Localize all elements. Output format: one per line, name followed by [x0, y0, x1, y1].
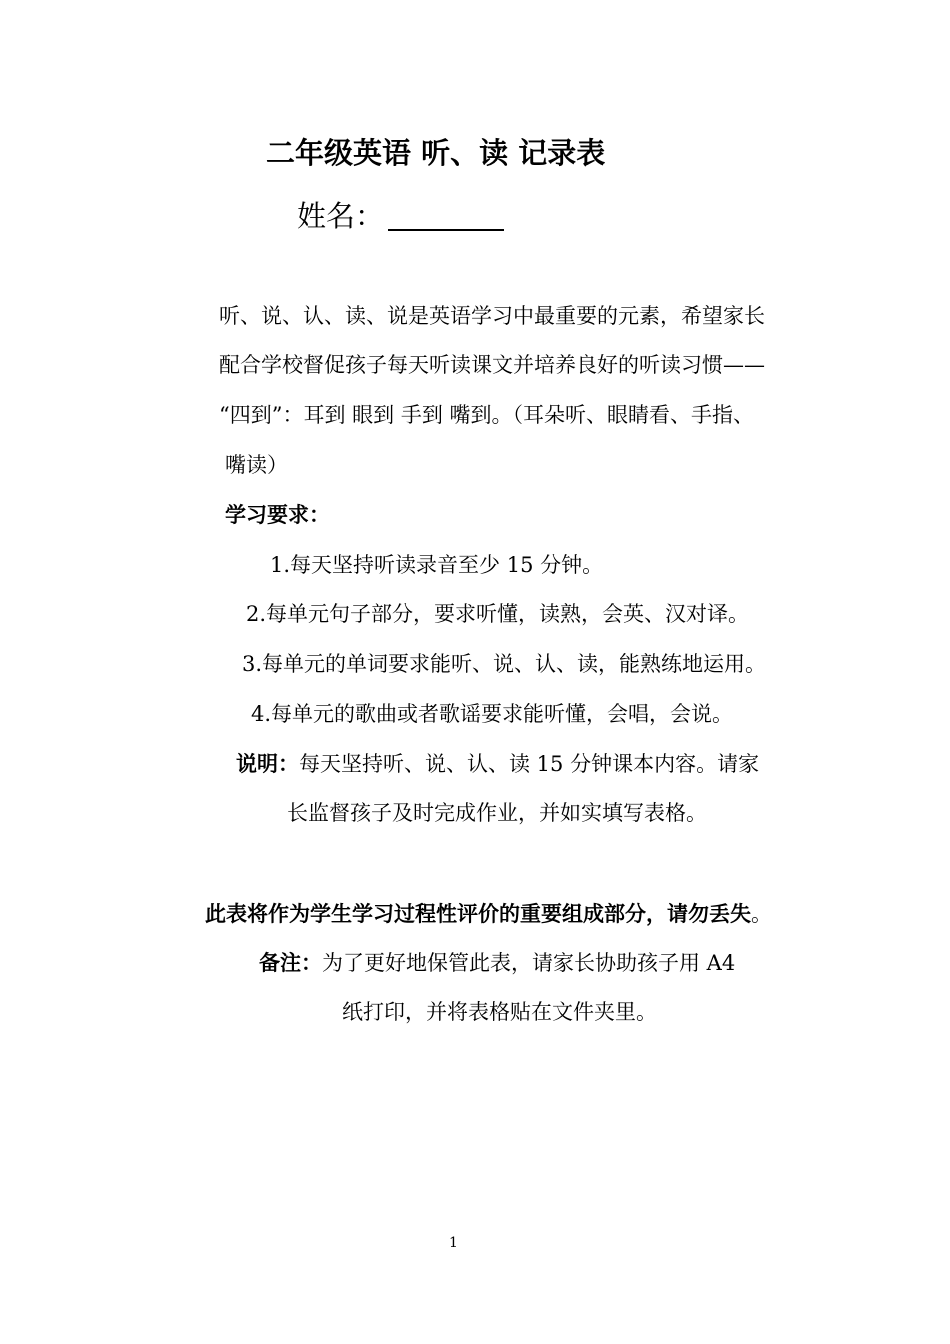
page-title: 二年级英语 听、读 记录表 — [266, 136, 606, 170]
important-end: 。 — [751, 902, 772, 926]
requirement-item: 2.每单元句子部分，要求听懂，读熟，会英、汉对译。 — [246, 602, 750, 626]
name-blank-line[interactable] — [388, 203, 504, 231]
remark-line-1 — [259, 953, 735, 974]
intro-line-4: 嘴读） — [225, 453, 288, 477]
remark-line-2: 纸打印，并将表格贴在文件夹里。 — [342, 1000, 657, 1024]
important-notice — [205, 904, 772, 925]
remark-text-1: 为了更好地保管此表，请家长协助孩子用 A4 — [322, 951, 736, 975]
requirement-item: 1.每天坚持听读录音至少 15 分钟。 — [270, 553, 604, 577]
requirement-item: 4.每单元的歌曲或者歌谣要求能听懂，会唱，会说。 — [251, 702, 734, 726]
name-field-row — [297, 199, 504, 233]
name-label: 姓名： — [297, 199, 385, 233]
requirement-item: 3.每单元的单词要求能听、说、认、读，能熟练地运用。 — [242, 652, 767, 676]
requirements-heading: 学习要求： — [225, 503, 330, 527]
intro-line-2: 配合学校督促孩子每天听读课文并培养良好的听读习惯—— — [219, 353, 765, 377]
note-line-2: 长监督孩子及时完成作业，并如实填写表格。 — [287, 801, 707, 825]
intro-line-1: 听、说、认、读、说是英语学习中最重要的元素，希望家长 — [219, 304, 765, 328]
remark-label: 备注： — [259, 951, 322, 975]
note-text-1: 每天坚持听、说、认、读 15 分钟课本内容。请家 — [299, 752, 760, 776]
note-label: 说明： — [236, 752, 299, 776]
note-line-1 — [236, 754, 759, 775]
intro-line-3: “四到”：耳到 眼到 手到 嘴到。（耳朵听、眼睛看、手指、 — [219, 403, 754, 427]
page-number: 1 — [449, 1235, 458, 1251]
important-text: 此表将作为学生学习过程性评价的重要组成部分，请勿丢失 — [205, 902, 751, 926]
